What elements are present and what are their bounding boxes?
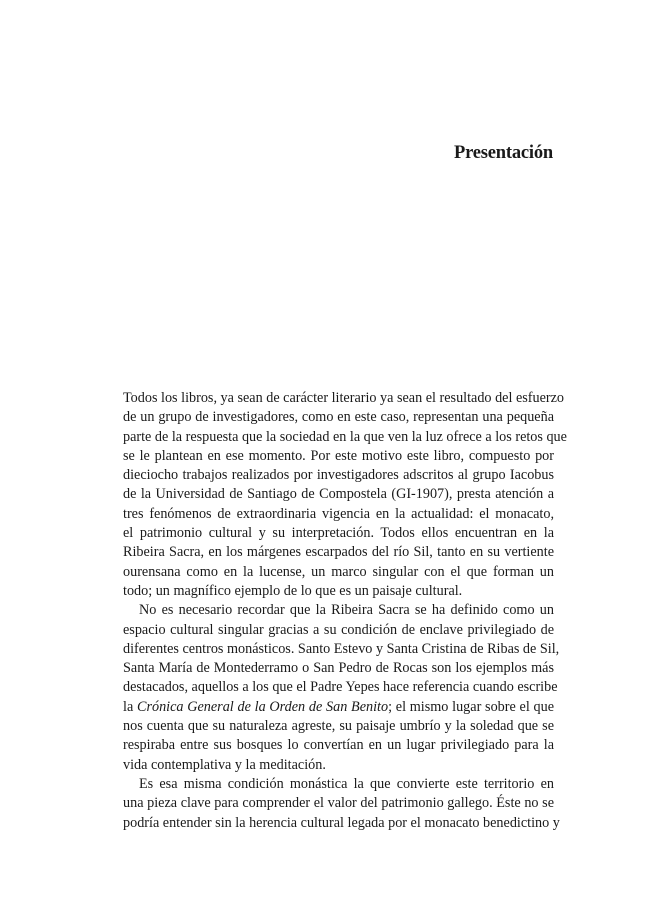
paragraph — [123, 601, 560, 775]
text-run: la — [123, 698, 137, 715]
text-line: vida contemplativa y la meditación. — [123, 756, 326, 773]
text-line: tres fenómenos de extraordinaria vigencia en la actualidad: el monacato, — [123, 505, 554, 522]
text-line: todo; un magnífico ejemplo de lo que es un paisaje cultural. — [123, 582, 463, 599]
paragraph — [123, 775, 560, 833]
text-line: Todos los libros, ya sean de carácter literario ya sean el resultado del esfuerzo — [123, 390, 565, 406]
text-line: se le plantean en ese momento. Por este motivo este libro, compuesto por — [123, 447, 554, 464]
text-line: No es necesario recordar que la Ribeira Sacra se ha definido como un — [139, 602, 554, 619]
text-line: destacados, aquellos a los que el Padre Yepes hace referencia cuando escribe — [123, 679, 558, 696]
text-line: Es esa misma condición monástica la que convierte este territorio en — [139, 775, 554, 792]
text-line: respiraba entre sus bosques lo convertían en un lugar privilegiado para la — [123, 737, 554, 754]
text-line: dieciocho trabajos realizados por investigadores adscritos al grupo Iacobus — [123, 467, 554, 484]
text-line: espacio cultural singular gracias a su condición de enclave privilegiado de — [123, 621, 554, 638]
body-text — [123, 389, 567, 833]
text-line: parte de la respuesta que la sociedad en la que ven la luz ofrece a los retos que — [123, 428, 567, 445]
text-line: ourensana como en la lucense, un marco singular con el que forman un — [123, 563, 554, 580]
text-line: diferentes centros monásticos. Santo Estevo y Santa Cristina de Ribas de Sil, — [123, 640, 560, 657]
text-line: Santa María de Montederramo o San Pedro de Rocas son los ejemplos más — [123, 660, 554, 677]
text-line: una pieza clave para comprender el valor del patrimonio gallego. Éste no se — [123, 795, 554, 812]
text-line: nos cuenta que su naturaleza agreste, su paisaje umbrío y la soledad que se — [123, 718, 554, 735]
text-line-with-italic — [123, 698, 554, 717]
text-line: el patrimonio cultural y su interpretación. Todos ellos encuentran en la — [123, 525, 554, 542]
book-title-italic: Crónica General de la Orden de San Benito — [137, 698, 389, 715]
paragraph — [123, 389, 567, 601]
text-line: Ribeira Sacra, en los márgenes escarpados del río Sil, tanto en su vertiente — [123, 544, 554, 561]
text-line: de la Universidad de Santiago de Compostela (GI-1907), presta atención a — [123, 486, 554, 503]
text-line: de un grupo de investigadores, como en este caso, representan una pequeña — [123, 409, 554, 426]
text-line: podría entender sin la herencia cultural legada por el monacato benedictino y — [123, 814, 560, 831]
chapter-title: Presentación — [454, 143, 553, 163]
text-run: ; el mismo lugar sobre el que — [388, 698, 554, 715]
